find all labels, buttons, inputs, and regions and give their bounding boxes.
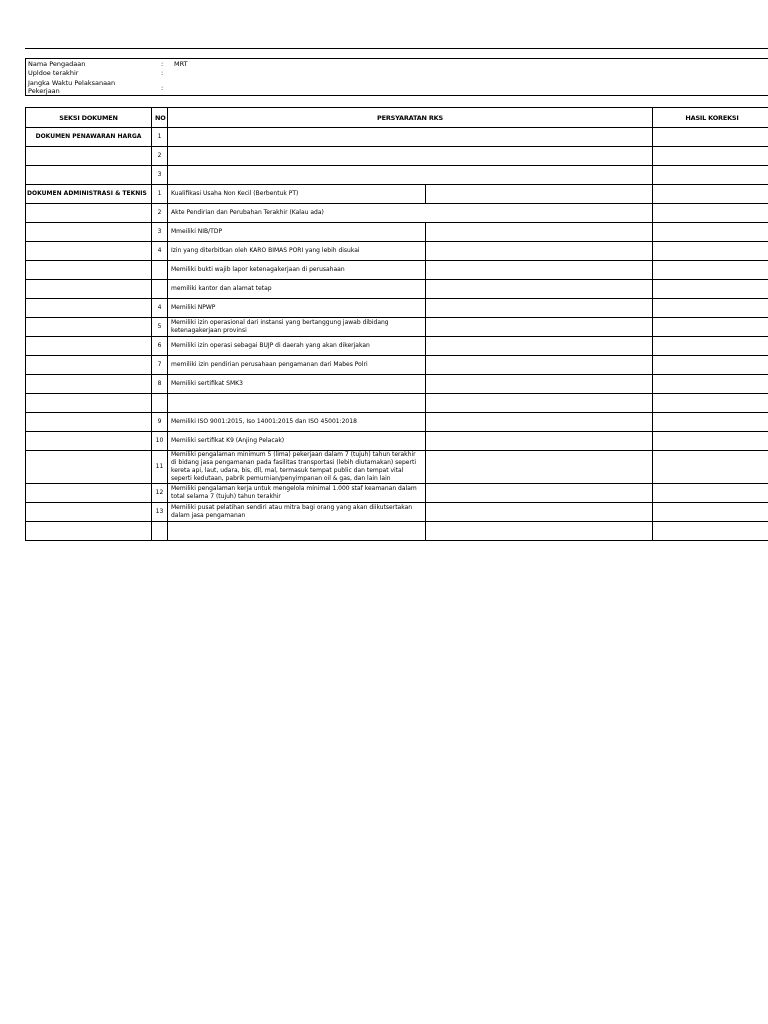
section-cell — [26, 522, 152, 541]
note-cell — [426, 394, 653, 413]
section-cell — [26, 204, 152, 223]
requirement-cell: Izin yang diterbitkan oleh KARO BIMAS PORI yang lebih disukai — [168, 242, 426, 261]
info-label: Jangka Waktu Pelaksanaan Pekerjaan — [28, 79, 116, 95]
requirement-cell — [168, 166, 653, 185]
result-cell[interactable] — [653, 432, 768, 451]
table-row — [26, 299, 768, 318]
table-row — [26, 375, 768, 394]
section-cell — [26, 432, 152, 451]
section-cell: DOKUMEN ADMINISTRASI & TEKNIS — [26, 185, 152, 204]
top-divider — [25, 48, 768, 49]
table-row — [26, 522, 768, 541]
row-number-cell — [152, 522, 168, 541]
requirement-cell: Mmeiliki NIB/TDP — [168, 223, 426, 242]
row-number-cell — [152, 394, 168, 413]
note-cell — [426, 280, 653, 299]
section-cell — [26, 375, 152, 394]
section-cell — [26, 394, 152, 413]
info-value-procurement-name: MRT — [174, 60, 188, 68]
result-cell[interactable] — [653, 394, 768, 413]
result-cell[interactable] — [653, 318, 768, 337]
row-number-cell: 7 — [152, 356, 168, 375]
row-number-cell: 11 — [152, 451, 168, 484]
table-row — [26, 166, 768, 185]
result-cell[interactable] — [653, 280, 768, 299]
result-cell[interactable] — [653, 413, 768, 432]
row-number-cell: 2 — [152, 204, 168, 223]
table-row — [26, 185, 768, 204]
result-cell[interactable] — [653, 185, 768, 204]
section-cell — [26, 261, 152, 280]
row-number-cell: 10 — [152, 432, 168, 451]
note-cell — [426, 375, 653, 394]
row-number-cell: 12 — [152, 484, 168, 503]
note-cell — [426, 432, 653, 451]
info-colon: : — [161, 84, 164, 92]
table-row — [26, 503, 768, 522]
requirements-table — [25, 107, 768, 541]
note-cell — [426, 242, 653, 261]
result-cell[interactable] — [653, 204, 768, 223]
table-row — [26, 147, 768, 166]
result-cell[interactable] — [653, 166, 768, 185]
section-cell — [26, 503, 152, 522]
section-cell — [26, 242, 152, 261]
table-row — [26, 128, 768, 147]
requirement-cell: memiliki kantor dan alamat tetap — [168, 280, 426, 299]
result-cell[interactable] — [653, 242, 768, 261]
note-cell — [426, 299, 653, 318]
result-cell[interactable] — [653, 522, 768, 541]
section-cell — [26, 337, 152, 356]
requirement-cell: Memiliki NPWP — [168, 299, 426, 318]
table-row — [26, 280, 768, 299]
table-body — [26, 128, 768, 541]
note-cell — [426, 484, 653, 503]
info-colon: : — [161, 60, 164, 68]
section-cell — [26, 484, 152, 503]
table-row — [26, 223, 768, 242]
result-cell[interactable] — [653, 128, 768, 147]
table-row — [26, 394, 768, 413]
column-header-requirement: PERSYARATAN RKS — [168, 108, 653, 128]
section-cell: DOKUMEN PENAWARAN HARGA — [26, 128, 152, 147]
row-number-cell: 2 — [152, 147, 168, 166]
table-row — [26, 242, 768, 261]
requirement-cell: Memiliki bukti wajib lapor ketenagakerjaan di perusahaan — [168, 261, 426, 280]
table-row — [26, 356, 768, 375]
column-header-no: NO — [152, 108, 168, 128]
note-cell — [426, 356, 653, 375]
note-cell — [426, 413, 653, 432]
table-row — [26, 337, 768, 356]
note-cell — [426, 451, 653, 484]
result-cell[interactable] — [653, 223, 768, 242]
row-number-cell: 5 — [152, 318, 168, 337]
requirement-cell: Memiliki pengalaman minimum 5 (lima) pekerjaan dalam 7 (tujuh) tahun terakhir di bidang jasa pengamanan pada fasilitas transportasi (lebih diutamakan) seperti kereta api, laut, udara, bis, dll, mal, termasuk tempat public dan tempat vital seperti kedutaan, pabrik pemurnian/penyimpanan oil & gas, dan lain lain — [168, 451, 426, 484]
note-cell — [426, 503, 653, 522]
row-number-cell: 9 — [152, 413, 168, 432]
requirement-cell: Memiliki pengalaman kerja untuk mengelola minimal 1.000 staf keamanan dalam total selama 7 (tujuh) tahun terakhir — [168, 484, 426, 503]
requirement-cell: memiliki izin pendirian perusahaan pengamanan dari Mabes Polri — [168, 356, 426, 375]
requirement-cell — [168, 128, 653, 147]
section-cell — [26, 223, 152, 242]
info-label: Nama Pengadaan — [28, 60, 86, 68]
note-cell — [426, 337, 653, 356]
row-number-cell: 1 — [152, 185, 168, 204]
row-number-cell: 1 — [152, 128, 168, 147]
result-cell[interactable] — [653, 337, 768, 356]
table-row — [26, 484, 768, 503]
requirement-cell: Memiliki izin operasi sebagai BUJP di daerah yang akan dikerjakan — [168, 337, 426, 356]
section-cell — [26, 413, 152, 432]
requirement-cell: Memiliki pusat pelatihan sendiri atau mitra bagi orang yang akan diikutsertakan dalam jasa pengamanan — [168, 503, 426, 522]
row-number-cell: 6 — [152, 337, 168, 356]
table-row — [26, 204, 768, 223]
section-cell — [26, 299, 152, 318]
row-number-cell: 8 — [152, 375, 168, 394]
result-cell[interactable] — [653, 299, 768, 318]
result-cell[interactable] — [653, 356, 768, 375]
result-cell[interactable] — [653, 451, 768, 484]
column-header-section: SEKSI DOKUMEN — [26, 108, 152, 128]
table-row — [26, 318, 768, 337]
requirement-cell: Akte Pendirian dan Perubahan Terakhir (Kalau ada) — [168, 204, 653, 223]
note-cell — [426, 223, 653, 242]
row-number-cell: 4 — [152, 299, 168, 318]
result-cell[interactable] — [653, 147, 768, 166]
requirement-cell — [168, 147, 653, 166]
note-cell — [426, 185, 653, 204]
table-row — [26, 261, 768, 280]
section-cell — [26, 147, 152, 166]
table-header-row — [26, 108, 768, 128]
requirement-cell: Memiliki izin operasional dari instansi yang bertanggung jawab dibidang ketenagakerjaan provinsi — [168, 318, 426, 337]
result-cell[interactable] — [653, 375, 768, 394]
requirement-cell: Kualifikasi Usaha Non Kecil (Berbentuk PT) — [168, 185, 426, 204]
requirement-cell — [168, 394, 426, 413]
result-cell[interactable] — [653, 261, 768, 280]
row-number-cell — [152, 280, 168, 299]
row-number-cell: 3 — [152, 166, 168, 185]
result-cell[interactable] — [653, 484, 768, 503]
result-cell[interactable] — [653, 503, 768, 522]
note-cell — [426, 261, 653, 280]
info-colon: : — [161, 69, 164, 77]
procurement-info-box — [25, 58, 768, 96]
note-cell — [426, 318, 653, 337]
row-number-cell: 3 — [152, 223, 168, 242]
table-row — [26, 432, 768, 451]
section-cell — [26, 280, 152, 299]
section-cell — [26, 318, 152, 337]
column-header-result: HASIL KOREKSI — [653, 108, 768, 128]
section-cell — [26, 451, 152, 484]
row-number-cell: 13 — [152, 503, 168, 522]
note-cell — [426, 522, 653, 541]
requirement-cell — [168, 522, 426, 541]
requirement-cell: Memiliki sertifikat SMK3 — [168, 375, 426, 394]
section-cell — [26, 166, 152, 185]
info-label: Upldoe terakhir — [28, 69, 79, 77]
table-row — [26, 413, 768, 432]
row-number-cell — [152, 261, 168, 280]
requirement-cell: Memiliki sertifikat K9 (Anjing Pelacak) — [168, 432, 426, 451]
requirement-cell: Memiliki ISO 9001:2015, Iso 14001:2015 dan ISO 45001:2018 — [168, 413, 426, 432]
row-number-cell: 4 — [152, 242, 168, 261]
table-row — [26, 451, 768, 484]
section-cell — [26, 356, 152, 375]
